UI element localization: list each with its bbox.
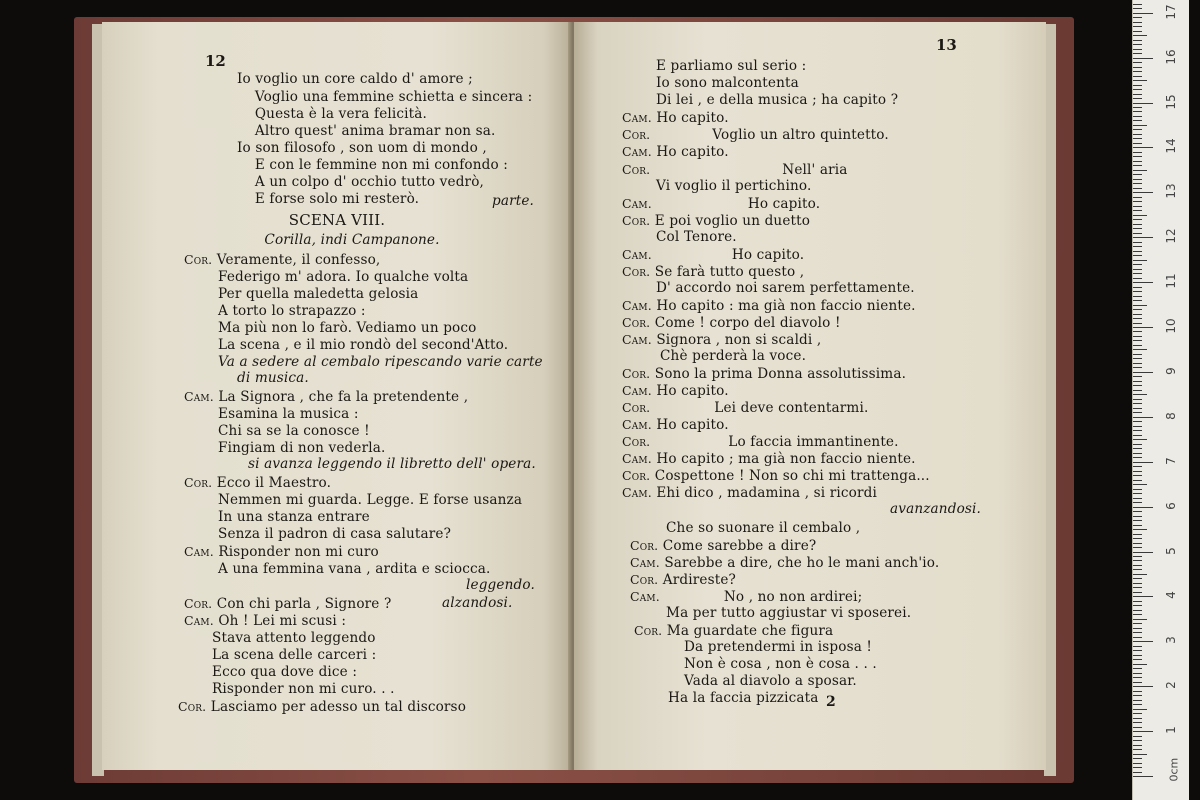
ruler-tick	[1133, 758, 1142, 759]
ruler-tick	[1133, 385, 1142, 386]
ruler-tick	[1133, 673, 1142, 674]
ruler-number: 1	[1164, 726, 1178, 734]
ruler-tick	[1133, 183, 1142, 184]
ruler-tick	[1133, 13, 1153, 14]
ruler-tick	[1133, 143, 1142, 144]
ruler-tick	[1133, 569, 1142, 570]
ruler-tick	[1133, 421, 1142, 422]
ruler-number: 8	[1164, 411, 1178, 420]
ruler-number: 15	[1164, 93, 1178, 110]
ruler-tick	[1133, 260, 1147, 261]
ruler-tick	[1133, 471, 1142, 472]
dialogue-line: Cam. Ho capito.	[622, 417, 729, 433]
dialogue-line: Cam. Ho capito.	[622, 110, 729, 126]
ruler-tick	[1133, 273, 1142, 274]
ruler-tick	[1133, 466, 1142, 467]
verse-line: Esamina la musica :	[218, 406, 359, 422]
ruler-tick	[1133, 53, 1142, 54]
ruler-tick	[1133, 372, 1153, 373]
dialogue-line: Cor. Con chi parla , Signore ?	[184, 596, 392, 612]
ruler-tick	[1133, 170, 1147, 171]
ruler-tick	[1133, 403, 1142, 404]
verse-line: E parliamo sul serio :	[656, 58, 807, 74]
signature-mark: 2	[826, 694, 836, 710]
ruler-tick	[1133, 772, 1142, 773]
verse-line: La scena , e il mio rondò del second'Atto.	[218, 337, 509, 353]
ruler-tick	[1133, 76, 1142, 77]
ruler-tick	[1133, 767, 1142, 768]
ruler-number: 3	[1164, 636, 1178, 645]
ruler-tick	[1133, 98, 1142, 99]
ruler-tick	[1133, 85, 1142, 86]
ruler-tick	[1133, 147, 1153, 148]
ruler-tick	[1133, 323, 1142, 324]
ruler-tick	[1133, 448, 1142, 449]
ruler-tick	[1133, 516, 1142, 517]
verse-line: Che so suonare il cembalo ,	[666, 520, 861, 536]
stage-direction: si avanza leggendo il libretto dell' opera.	[248, 456, 536, 472]
dialogue-line: Cam. Risponder non mi curo	[184, 544, 379, 560]
ruler-tick	[1133, 246, 1142, 247]
dialogue-line: Cam. Ehi dico , madamina , si ricordi	[622, 485, 877, 501]
ruler-tick	[1133, 363, 1142, 364]
ruler-tick	[1133, 700, 1142, 701]
dialogue-line: Cor. Lo faccia immantinente.	[622, 434, 899, 450]
verse-line: Ha la faccia pizzicata	[668, 690, 819, 706]
ruler-number: 12	[1164, 228, 1178, 244]
verse-line: In una stanza entrare	[218, 509, 370, 525]
dialogue-line: Cor. Veramente, il confesso,	[184, 252, 381, 268]
dialogue-line: Cam. No , no non ardirei;	[630, 589, 863, 605]
ruler-tick	[1133, 502, 1142, 503]
ruler-tick	[1133, 525, 1142, 526]
ruler-tick	[1133, 646, 1142, 647]
verse-line: Ma per tutto aggiustar vi sposerei.	[666, 605, 912, 621]
ruler-tick	[1133, 520, 1142, 521]
ruler-number: 11	[1164, 273, 1178, 289]
ruler-tick	[1133, 574, 1147, 575]
ruler-tick	[1133, 156, 1142, 157]
ruler-tick	[1133, 677, 1142, 678]
ruler-tick	[1133, 278, 1142, 279]
dialogue-line: Cor. Lasciamo per adesso un tal discorso	[178, 699, 467, 715]
ruler-tick	[1133, 201, 1142, 202]
scene-characters: Corilla, indi Campanone.	[264, 232, 440, 248]
ruler-tick	[1133, 210, 1142, 211]
ruler-tick	[1133, 587, 1142, 588]
page-number: 12	[205, 52, 226, 70]
ruler-tick	[1133, 206, 1142, 207]
ruler-tick	[1133, 498, 1142, 499]
ruler-tick	[1133, 103, 1153, 104]
ruler-tick	[1133, 619, 1147, 620]
verse-line: Chè perderà la voce.	[660, 348, 807, 364]
ruler-number: 10	[1164, 318, 1178, 334]
verse-line: Per quella maledetta gelosia	[218, 286, 419, 302]
ruler-tick	[1133, 740, 1142, 741]
dialogue-line: Cam. Ho capito : ma già non faccio niente.	[622, 298, 916, 314]
ruler-tick	[1133, 412, 1142, 413]
dialogue-line: Cor. Lei deve contentarmi.	[622, 400, 869, 416]
verse-line: Federigo m' adora. Io qualche volta	[218, 269, 469, 285]
stage-direction: Va a sedere al cembalo ripescando varie carte	[218, 354, 543, 370]
ruler-tick	[1133, 129, 1142, 130]
ruler-tick	[1133, 58, 1153, 59]
ruler-tick	[1133, 475, 1142, 476]
dialogue-line: Cor. Se farà tutto questo ,	[622, 264, 805, 280]
ruler-tick	[1133, 462, 1153, 463]
ruler-tick	[1133, 138, 1142, 139]
ruler-tick	[1133, 111, 1142, 112]
verse-line: Nemmen mi guarda. Legge. E forse usanza	[218, 492, 523, 508]
ruler-tick	[1133, 637, 1142, 638]
verse-line: Io son filosofo , son uom di mondo ,	[237, 140, 487, 156]
stage-direction: alzandosi.	[442, 595, 513, 611]
dialogue-line: Cam. Ho capito.	[622, 383, 729, 399]
dialogue-line: Cam. Oh ! Lei mi scusi :	[184, 613, 347, 629]
ruler-tick	[1133, 686, 1153, 687]
ruler-tick	[1133, 632, 1142, 633]
stage-direction: di musica.	[237, 370, 309, 386]
dialogue-line: Cor. Sono la prima Donna assolutissima.	[622, 366, 907, 382]
verse-line: Voglio una femmine schietta e sincera :	[237, 89, 533, 105]
ruler-tick	[1133, 592, 1142, 593]
ruler-tick	[1133, 354, 1142, 355]
ruler-tick	[1133, 641, 1153, 642]
ruler-tick	[1133, 435, 1142, 436]
ruler-tick	[1133, 605, 1142, 606]
ruler-tick	[1133, 22, 1142, 23]
ruler-tick	[1133, 35, 1147, 36]
ruler-tick	[1133, 704, 1142, 705]
ruler-tick	[1133, 192, 1153, 193]
ruler-tick	[1133, 349, 1147, 350]
ruler-tick	[1133, 713, 1142, 714]
ruler-tick	[1133, 197, 1142, 198]
ruler-tick	[1133, 664, 1147, 665]
ruler-tick	[1133, 430, 1142, 431]
ruler-tick	[1133, 529, 1147, 530]
ruler-tick	[1133, 390, 1142, 391]
ruler-tick	[1133, 161, 1142, 162]
ruler-tick	[1133, 188, 1142, 189]
ruler-tick	[1133, 691, 1142, 692]
ruler-tick	[1133, 754, 1147, 755]
dialogue-line: Cam. Ho capito ; ma già non faccio niente.	[622, 451, 916, 467]
ruler-tick	[1133, 552, 1153, 553]
scene-heading: SCENA VIII.	[288, 211, 386, 229]
ruler-tick	[1133, 228, 1142, 229]
ruler-tick	[1133, 67, 1142, 68]
ruler-tick	[1133, 682, 1142, 683]
verse-line: Questa è la vera felicità.	[237, 106, 428, 122]
ruler-tick	[1133, 251, 1142, 252]
ruler-tick	[1133, 89, 1142, 90]
ruler-tick	[1133, 215, 1147, 216]
ruler-tick	[1133, 547, 1142, 548]
dialogue-line: Cor. Ecco il Maestro.	[184, 475, 332, 491]
ruler-tick	[1133, 219, 1142, 220]
ruler-tick	[1133, 776, 1153, 777]
ruler-tick	[1133, 381, 1142, 382]
ruler-number: 17	[1164, 4, 1178, 20]
verse-line: Senza il padron di casa salutare?	[218, 526, 452, 542]
ruler-tick	[1133, 727, 1142, 728]
ruler-tick	[1133, 345, 1142, 346]
ruler-tick	[1133, 340, 1142, 341]
ruler-tick	[1133, 152, 1142, 153]
ruler-tick	[1133, 745, 1142, 746]
ruler-tick	[1133, 709, 1147, 710]
ruler-tick	[1133, 224, 1142, 225]
ruler-tick	[1133, 282, 1153, 283]
dialogue-line: Cor. Ardireste?	[630, 572, 736, 588]
ruler-tick	[1133, 242, 1142, 243]
ruler-number: 4	[1164, 591, 1178, 600]
ruler-tick	[1133, 507, 1153, 508]
ruler-tick	[1133, 165, 1142, 166]
ruler-tick	[1133, 80, 1147, 81]
verse-line: Col Tenore.	[656, 229, 737, 245]
verse-line: E forse solo mi resterò.	[237, 191, 420, 207]
dialogue-line: Cam. Ho capito.	[622, 144, 729, 160]
verse-line: Vi voglio il pertichino.	[656, 178, 812, 194]
dialogue-line: Cor. Come sarebbe a dire?	[630, 538, 817, 554]
ruler-tick	[1133, 296, 1142, 297]
ruler-tick	[1133, 695, 1142, 696]
ruler-tick	[1133, 287, 1142, 288]
dialogue-line: Cor. Voglio un altro quintetto.	[622, 127, 889, 143]
ruler-number: 14	[1164, 138, 1178, 155]
ruler-tick	[1133, 417, 1153, 418]
verse-line: Risponder non mi curo. . .	[212, 681, 395, 697]
verse-line: Altro quest' anima bramar non sa.	[237, 123, 496, 139]
ruler-number: 5	[1164, 546, 1178, 555]
verse-line: Chi sa se la conosce !	[218, 423, 370, 439]
ruler-tick	[1133, 614, 1142, 615]
ruler-tick	[1133, 655, 1142, 656]
dialogue-line: Cam. La Signora , che fa la pretendente ,	[184, 389, 469, 405]
ruler-tick	[1133, 309, 1142, 310]
verse-line: La scena delle carceri :	[212, 647, 377, 663]
ruler-tick	[1133, 62, 1142, 63]
ruler-tick	[1133, 489, 1142, 490]
verse-line: A torto lo strapazzo :	[218, 303, 366, 319]
ruler-tick	[1133, 291, 1142, 292]
ruler-tick	[1133, 305, 1147, 306]
ruler-tick	[1133, 318, 1142, 319]
ruler-tick	[1133, 17, 1142, 18]
verse-line: Fingiam di non vederla.	[218, 440, 386, 456]
ruler-tick	[1133, 493, 1142, 494]
ruler-tick	[1133, 718, 1142, 719]
ruler-tick	[1133, 237, 1153, 238]
ruler-tick	[1133, 731, 1153, 732]
ruler-tick	[1133, 484, 1147, 485]
ruler-number: 16	[1164, 48, 1178, 65]
dialogue-line: Cor. Come ! corpo del diavolo !	[622, 315, 841, 331]
stage-direction: leggendo.	[466, 577, 535, 593]
dialogue-line: Cor. Cospettone ! Non so chi mi trattenga...	[622, 468, 930, 484]
ruler-tick	[1133, 174, 1142, 175]
ruler-tick	[1133, 107, 1142, 108]
ruler-tick	[1133, 264, 1142, 265]
ruler-tick	[1133, 94, 1142, 95]
verse-line: A una femmina vana , ardita e sciocca.	[218, 561, 491, 577]
dialogue-line: Cam. Ho capito.	[622, 196, 821, 212]
ruler-tick	[1133, 457, 1142, 458]
dialogue-line: Cam. Ho capito.	[622, 247, 805, 263]
verse-line: Io sono malcontenta	[656, 75, 799, 91]
ruler-tick	[1133, 255, 1142, 256]
dialogue-line: Cor. Nell' aria	[622, 162, 848, 178]
ruler-tick	[1133, 269, 1142, 270]
ruler-tick	[1133, 722, 1142, 723]
ruler-tick	[1133, 399, 1142, 400]
ruler-tick	[1133, 125, 1147, 126]
ruler-tick	[1133, 331, 1142, 332]
ruler-number: 2	[1164, 681, 1178, 690]
ruler-tick	[1133, 534, 1142, 535]
ruler-tick	[1133, 426, 1142, 427]
ruler-tick	[1133, 610, 1142, 611]
ruler-tick	[1133, 650, 1142, 651]
ruler-tick	[1133, 71, 1142, 72]
ruler-tick	[1133, 453, 1142, 454]
ruler-tick	[1133, 628, 1142, 629]
page-number: 13	[936, 36, 957, 54]
ruler-tick	[1133, 358, 1142, 359]
ruler-tick	[1133, 596, 1153, 597]
ruler-tick	[1133, 327, 1153, 328]
ruler-tick	[1133, 556, 1142, 557]
stage-direction: avanzandosi.	[890, 501, 981, 517]
ruler-number: 13	[1164, 183, 1178, 199]
ruler-tick	[1133, 444, 1142, 445]
ruler-tick	[1133, 116, 1142, 117]
stage-direction: parte.	[492, 193, 535, 209]
ruler-tick	[1133, 31, 1142, 32]
verse-line: Ecco qua dove dice :	[212, 664, 358, 680]
ruler-unit-label: 0cm	[1167, 757, 1181, 782]
ruler-tick	[1133, 578, 1142, 579]
ruler-tick	[1133, 543, 1142, 544]
verse-line: Di lei , e della musica ; ha capito ?	[656, 92, 899, 108]
ruler-tick	[1133, 394, 1147, 395]
ruler-tick	[1133, 736, 1142, 737]
ruler-tick	[1133, 336, 1142, 337]
left-page	[102, 22, 572, 770]
ruler-tick	[1133, 601, 1142, 602]
ruler-tick	[1133, 26, 1142, 27]
ruler-tick	[1133, 367, 1142, 368]
ruler-tick	[1133, 560, 1142, 561]
ruler-tick	[1133, 134, 1142, 135]
dialogue-line: Cam. Sarebbe a dire, che ho le mani anch'io.	[630, 555, 940, 571]
verse-line: Stava attento leggendo	[212, 630, 376, 646]
ruler-tick	[1133, 179, 1142, 180]
ruler-tick	[1133, 120, 1142, 121]
verse-line: D' accordo noi sarem perfettamente.	[656, 280, 915, 296]
verse-line: Vada al diavolo a sposar.	[684, 673, 857, 689]
ruler-tick	[1133, 300, 1142, 301]
ruler-number: 7	[1164, 456, 1178, 465]
ruler-tick	[1133, 40, 1142, 41]
dialogue-line: Cor. E poi voglio un duetto	[622, 213, 811, 229]
ruler-tick	[1133, 623, 1142, 624]
verse-line: E con le femmine non mi confondo :	[237, 157, 509, 173]
verse-line: Io voglio un core caldo d' amore ;	[237, 71, 473, 87]
scale-ruler	[1132, 0, 1189, 800]
ruler-tick	[1133, 668, 1142, 669]
ruler-tick	[1133, 565, 1142, 566]
ruler-number: 6	[1164, 501, 1178, 510]
ruler-tick	[1133, 4, 1142, 5]
verse-line: Da pretendermi in isposa !	[684, 639, 873, 655]
ruler-tick	[1133, 511, 1142, 512]
ruler-tick	[1133, 538, 1142, 539]
dialogue-line: Cor. Ma guardate che figura	[634, 623, 834, 639]
ruler-tick	[1133, 583, 1142, 584]
right-page	[574, 22, 1046, 770]
ruler-tick	[1133, 408, 1142, 409]
verse-line: Non è cosa , non è cosa . . .	[684, 656, 877, 672]
ruler-tick	[1133, 44, 1142, 45]
ruler-tick	[1133, 314, 1142, 315]
ruler-tick	[1133, 480, 1142, 481]
ruler-tick	[1133, 659, 1142, 660]
ruler-tick	[1133, 376, 1142, 377]
dialogue-line: Cam. Signora , non si scaldi ,	[622, 332, 822, 348]
ruler-tick	[1133, 763, 1142, 764]
verse-line: A un colpo d' occhio tutto vedrò,	[237, 174, 485, 190]
ruler-number: 9	[1164, 367, 1178, 375]
ruler-tick	[1133, 749, 1142, 750]
ruler-tick	[1133, 439, 1147, 440]
verse-line: Ma più non lo farò. Vediamo un poco	[218, 320, 477, 336]
ruler-tick	[1133, 233, 1142, 234]
ruler-tick	[1133, 49, 1142, 50]
ruler-tick	[1133, 8, 1142, 9]
